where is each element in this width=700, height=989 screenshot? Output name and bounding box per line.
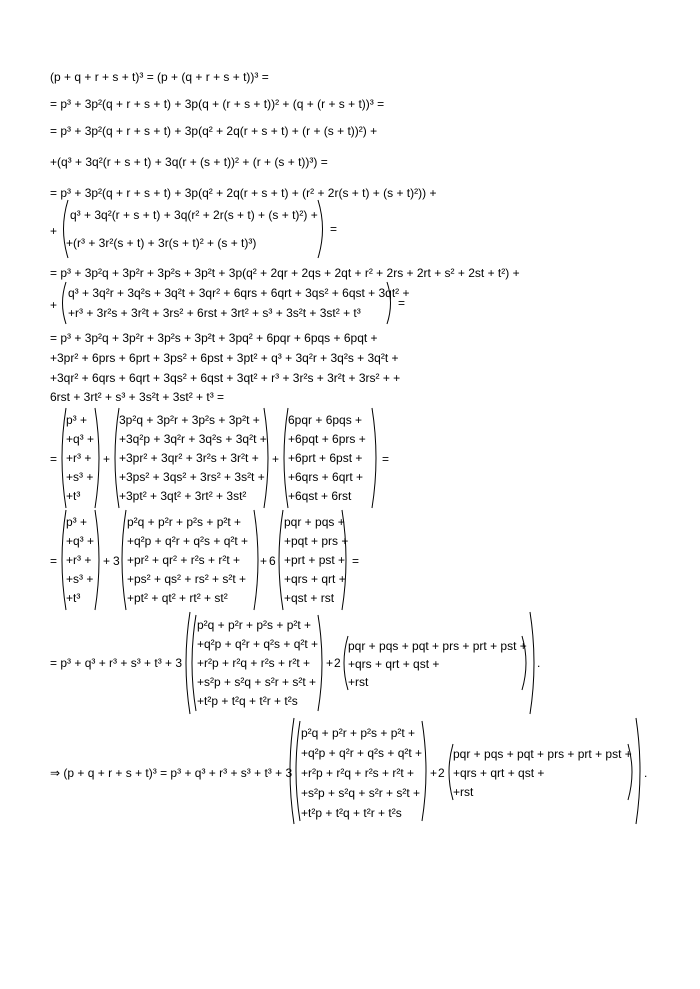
equation-line: = p³ + 3p²(q + r + s + t) + 3p(q + (r + s + t))² + (q + (r + s + t))³ = bbox=[50, 97, 385, 111]
paren-row: +(r³ + 3r²(s + t) + 3r(s + t)² + (s + t)³) bbox=[66, 236, 257, 250]
equation-line: 6rst + 3rt² + s³ + 3s²t + 3st² + t³ = bbox=[50, 390, 225, 404]
plus-sign: + bbox=[260, 554, 268, 568]
matrix-cell: +3q²p + 3q²r + 3q²s + 3q²t + bbox=[119, 432, 267, 446]
plus-sign: + bbox=[326, 656, 334, 670]
equation-line: = p³ + 3p²(q + r + s + t) + 3p(q² + 2q(r + s + t) + (r² + 2r(s + t) + (s + t)²)) + bbox=[50, 186, 437, 200]
matrix-cell: +6prt + 6pst + bbox=[288, 451, 363, 465]
matrix-cell: p³ + bbox=[66, 515, 88, 529]
plus-sign: + bbox=[430, 766, 438, 780]
paren-row: q³ + 3q²(r + s + t) + 3q(r² + 2r(s + t) + (s + t)²) + bbox=[70, 208, 318, 222]
outer-right-paren bbox=[634, 716, 644, 826]
right-paren bbox=[262, 406, 272, 510]
matrix-cell: +q³ + bbox=[66, 534, 95, 548]
matrix-cell: 3p²q + 3p²r + 3p²s + 3p²t + bbox=[119, 413, 260, 427]
matrix-cell: +6pqt + 6prs + bbox=[288, 432, 366, 446]
matrix-cell: +r²p + r²q + r²s + r²t + bbox=[197, 656, 311, 670]
matrix-cell: +qrs + qrt + bbox=[284, 572, 346, 586]
matrix-cell: p³ + bbox=[66, 413, 88, 427]
matrix-cell: +t²p + t²q + t²r + t²s bbox=[197, 694, 298, 708]
matrix-cell: +pt² + qt² + rt² + st² bbox=[127, 591, 228, 605]
matrix-cell: +s³ + bbox=[66, 572, 94, 586]
matrix-cell: +pqt + prs + bbox=[284, 534, 349, 548]
equation-line: +(q³ + 3q²(r + s + t) + 3q(r + (s + t))² + (r + (s + t))³) = bbox=[50, 155, 328, 169]
matrix-cell: +ps² + qs² + rs² + s²t + bbox=[127, 572, 247, 586]
matrix-cell: pqr + pqs + pqt + prs + prt + pst + bbox=[348, 639, 527, 653]
matrix-cell: +s³ + bbox=[66, 470, 94, 484]
right-paren bbox=[93, 508, 103, 612]
matrix-cell: +6qst + 6rst bbox=[288, 489, 352, 503]
matrix-cell: +r³ + bbox=[66, 553, 92, 567]
period: . bbox=[644, 766, 648, 780]
matrix-cell: +rst bbox=[453, 785, 474, 799]
matrix-cell: pqr + pqs + bbox=[284, 515, 345, 529]
matrix-cell: +r²p + r²q + r²s + r²t + bbox=[301, 766, 415, 780]
plus-sign: + bbox=[272, 452, 280, 466]
matrix-cell: +qst + rst bbox=[284, 591, 335, 605]
equation-line: +3qr² + 6qrs + 6qrt + 3qs² + 6qst + 3qt² + r³ + 3r²s + 3r²t + 3rs² + + bbox=[50, 371, 401, 385]
plus-sign: + bbox=[50, 224, 58, 238]
matrix-cell: +q²p + q²r + q²s + q²t + bbox=[197, 637, 319, 651]
equals-sign: = bbox=[398, 296, 406, 310]
matrix-cell: p²q + p²r + p²s + p²t + bbox=[127, 515, 242, 529]
right-paren bbox=[370, 406, 380, 510]
equation-line: +3pr² + 6prs + 6prt + 3ps² + 6pst + 3pt² + q³ + 3q²r + 3q²s + 3q²t + bbox=[50, 351, 399, 365]
right-paren bbox=[316, 613, 326, 713]
matrix-cell: +3pr² + 3qr² + 3r²s + 3r²t + bbox=[119, 451, 259, 465]
equation-line: (p + q + r + s + t)³ = (p + (q + r + s + t))³ = bbox=[50, 70, 269, 84]
matrix-cell: +q²p + q²r + q²s + q²t + bbox=[301, 746, 423, 760]
matrix-cell: +t²p + t²q + t²r + t²s bbox=[301, 806, 402, 820]
matrix-cell: p²q + p²r + p²s + p²t + bbox=[197, 618, 312, 632]
coefficient: 2 bbox=[334, 656, 341, 670]
matrix-cell: +pr² + qr² + r²s + r²t + bbox=[127, 553, 241, 567]
matrix-cell: +3ps² + 3qs² + 3rs² + 3s²t + bbox=[119, 470, 265, 484]
right-paren bbox=[340, 508, 350, 612]
matrix-cell: +t³ bbox=[66, 591, 81, 605]
equals-sign: = bbox=[50, 554, 58, 568]
left-paren bbox=[58, 198, 70, 260]
matrix-cell: +t³ bbox=[66, 489, 81, 503]
paren-row: +r³ + 3r²s + 3r²t + 3rs² + 6rst + 3rt² + s³ + 3s²t + 3st² + t³ bbox=[68, 306, 361, 320]
matrix-cell: pqr + pqs + pqt + prs + prt + pst + bbox=[453, 747, 632, 761]
matrix-cell: +qrs + qrt + qst + bbox=[453, 766, 545, 780]
matrix-cell: +r³ + bbox=[66, 451, 92, 465]
right-paren bbox=[93, 406, 103, 510]
plus-sign: + bbox=[50, 298, 58, 312]
equals-sign: = bbox=[352, 554, 360, 568]
equation-lead: = p³ + q³ + r³ + s³ + t³ + 3 bbox=[50, 656, 183, 670]
coefficient: 3 bbox=[113, 554, 120, 568]
equation-line: = p³ + 3p²(q + r + s + t) + 3p(q² + 2q(r + s + t) + (r + (s + t))²) + bbox=[50, 124, 378, 138]
matrix-cell: +6qrs + 6qrt + bbox=[288, 470, 364, 484]
matrix-cell: p²q + p²r + p²s + p²t + bbox=[301, 726, 416, 740]
coefficient: 6 bbox=[269, 554, 276, 568]
equation-line: = p³ + 3p²q + 3p²r + 3p²s + 3p²t + 3pq² + 6pqr + 6pqs + 6pqt + bbox=[50, 331, 378, 345]
matrix-cell: +q³ + bbox=[66, 432, 95, 446]
matrix-cell: +prt + pst + bbox=[284, 553, 346, 567]
right-paren bbox=[420, 719, 430, 823]
coefficient: 2 bbox=[438, 766, 445, 780]
equals-sign: = bbox=[330, 222, 338, 236]
equation-line: = p³ + 3p²q + 3p²r + 3p²s + 3p²t + 3p(q² + 2qr + 2qs + 2qt + r² + 2rs + 2rt + s² + 2st + t²) + bbox=[50, 266, 520, 280]
equals-sign: = bbox=[50, 452, 58, 466]
matrix-cell: +q²p + q²r + q²s + q²t + bbox=[127, 534, 249, 548]
matrix-cell: 6pqr + 6pqs + bbox=[288, 413, 363, 427]
plus-sign: + bbox=[103, 452, 111, 466]
paren-row: q³ + 3q²r + 3q²s + 3q²t + 3qr² + 6qrs + 6qrt + 3qs² + 6qst + 3qt² + bbox=[68, 286, 410, 300]
equation-lead: ⇒ (p + q + r + s + t)³ = p³ + q³ + r³ + s³ + t³ + 3 bbox=[50, 766, 293, 780]
matrix-cell: +s²p + s²q + s²r + s²t + bbox=[197, 675, 317, 689]
plus-sign: + bbox=[103, 554, 111, 568]
right-paren bbox=[316, 198, 328, 260]
period: . bbox=[537, 656, 541, 670]
left-paren bbox=[58, 280, 68, 326]
equals-sign: = bbox=[382, 452, 390, 466]
matrix-cell: +3pt² + 3qt² + 3rt² + 3st² bbox=[119, 489, 247, 503]
matrix-cell: +qrs + qrt + qst + bbox=[348, 657, 440, 671]
matrix-cell: +s²p + s²q + s²r + s²t + bbox=[301, 786, 421, 800]
right-paren bbox=[385, 280, 395, 326]
matrix-cell: +rst bbox=[348, 675, 369, 689]
